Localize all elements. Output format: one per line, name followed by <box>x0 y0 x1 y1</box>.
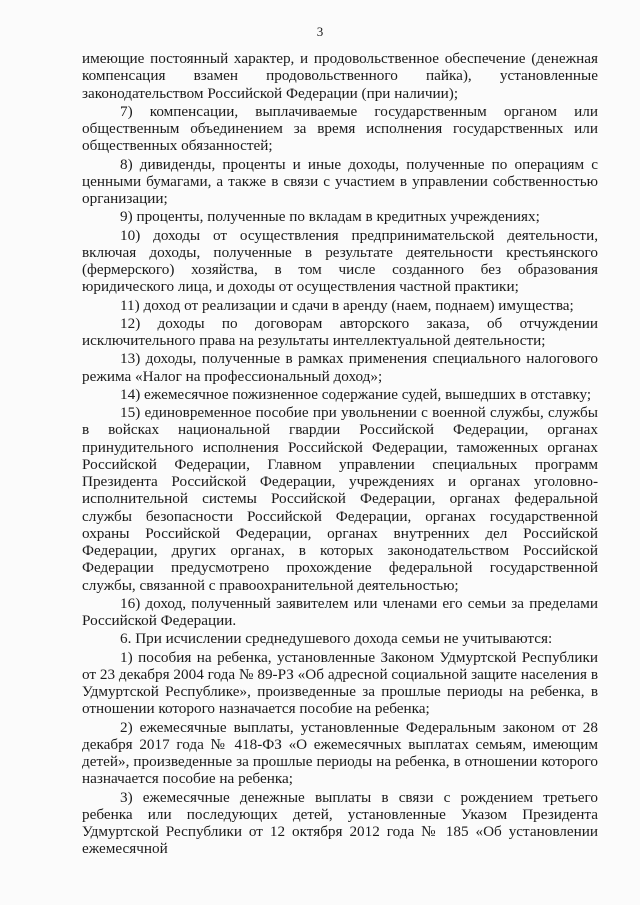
page-number: 3 <box>316 24 324 39</box>
paragraph-item-7: 7) компенсации, выплачиваемые государственным органом или общественным объединением за время исполнения государственных или общественных обязанностей; <box>82 102 598 155</box>
section-6-item-1: 1) пособия на ребенка, установленные Законом Удмуртской Республики от 23 декабря 2004 года № 89-РЗ «Об адресной социальной защите населения в Удмуртской Республике», произведенные за прошлые периоды на ребенка, в отношении которого назначается пособие на ребенка; <box>82 648 598 718</box>
section-6-item-2: 2) ежемесячные выплаты, установленные Федеральным законом от 28 декабря 2017 года № 418-ФЗ «О ежемесячных выплатах семьям, имеющим детей», произведенные за прошлые периоды на ребенка, в отношении которого назначается пособие на ребенка; <box>82 718 598 788</box>
paragraph-item-12: 12) доходы по договорам авторского заказа, об отчуждении исключительного права на результаты интеллектуальной деятельности; <box>82 314 598 349</box>
paragraph-continuation: имеющие постоянный характер, и продовольственное обеспечение (денежная компенсация взамен продовольственного пайка), установленные законодательством Российской Федерации (при наличии); <box>82 50 598 102</box>
paragraph-item-14: 14) ежемесячное пожизненное содержание судей, вышедших в отставку; <box>120 385 592 403</box>
paragraph-item-11: 11) доход от реализации и сдачи в аренду (наем, поднаем) имущества; <box>120 296 574 314</box>
paragraph-item-10: 10) доходы от осуществления предпринимательской деятельности, включая доходы, полученные в результате деятельности крестьянского (фермерского) хозяйства, в том числе созданного без образования юридического лица, и доходы от осуществления частной практики; <box>82 226 598 296</box>
document-body <box>82 50 598 858</box>
paragraph-item-15: 15) единовременное пособие при увольнении с военной службы, службы в войсках национальной гвардии Российской Федерации, органах принудительного исполнения Российской Федерации, таможенных органах Российской Федерации, Главном управлении специальных программ Президента Российской Федерации, учреждениях и органах уголовно-исполнительной системы Российской Федерации, органах федеральной службы безопасности Российской Федерации, органах государственной охраны Российской Федерации, органах внутренних дел Российской Федерации, других органах, в которых законодательством Российской Федерации предусмотрено прохождение федеральной государственной службы, связанной с правоохранительной деятельностью; <box>82 404 598 594</box>
paragraph-item-13: 13) доходы, полученные в рамках применения специального налогового режима «Налог на профессиональный доход»; <box>82 350 598 385</box>
paragraph-item-16: 16) доход, полученный заявителем или членами его семьи за пределами Российской Федерации. <box>82 594 598 629</box>
paragraph-item-8: 8) дивиденды, проценты и иные доходы, полученные по операциям с ценными бумагами, а также в связи с участием в управлении собственностью организации; <box>82 155 598 207</box>
section-6-item-3: 3) ежемесячные денежные выплаты в связи с рождением третьего ребенка или последующих детей, установленные Указом Президента Удмуртской Республики от 12 октября 2012 года № 185 «Об установлении ежемесячной <box>82 788 598 858</box>
section-6-heading: 6. При исчислении среднедушевого дохода семьи не учитываются: <box>120 630 553 648</box>
paragraph-item-9: 9) проценты, полученные по вкладам в кредитных учреждениях; <box>120 208 540 226</box>
